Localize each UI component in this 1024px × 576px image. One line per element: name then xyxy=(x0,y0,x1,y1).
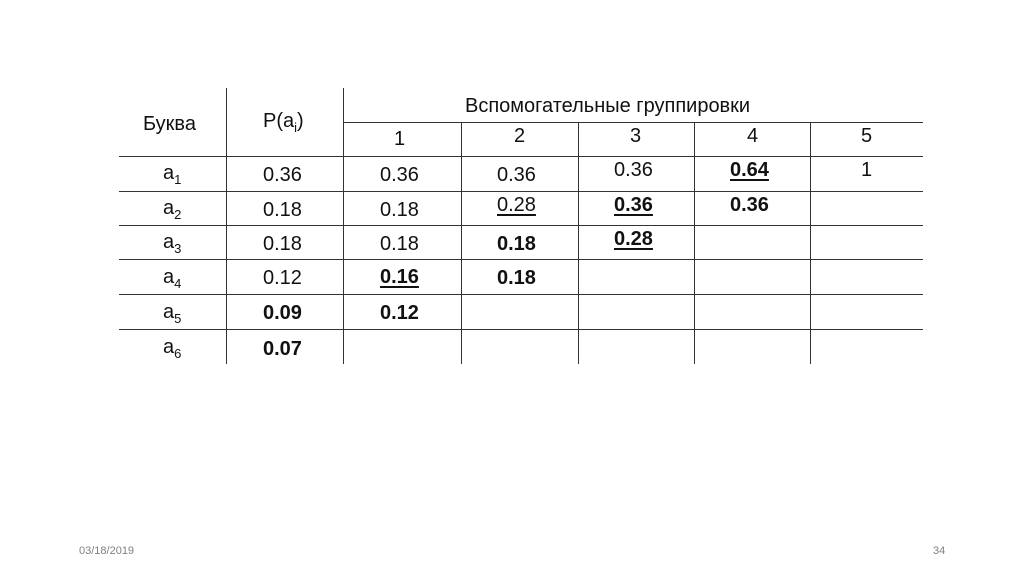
footer-date: 03/18/2019 xyxy=(79,545,135,557)
table-hline xyxy=(119,225,923,226)
g5-cell: 1 xyxy=(861,159,873,181)
g4-cell: 0.36 xyxy=(730,194,769,216)
header-prob-base: P(a xyxy=(263,110,295,132)
table-vline xyxy=(461,122,462,364)
table-vline xyxy=(226,88,227,364)
g2-cell: 0.36 xyxy=(497,164,536,186)
table-hline xyxy=(119,191,923,192)
header-groupings-title: Вспомогательные группировки xyxy=(465,95,751,117)
g1-cell: 0.12 xyxy=(380,302,419,324)
header-prob-sub: i xyxy=(294,120,298,135)
table-vline xyxy=(810,122,811,364)
table-hline xyxy=(119,156,923,157)
header-prob-close: ) xyxy=(297,110,304,132)
g1-cell: 0.18 xyxy=(380,233,419,255)
g1-cell: 0.18 xyxy=(380,199,419,221)
header-probability xyxy=(263,109,304,133)
p-cell: 0.18 xyxy=(263,233,302,255)
letter-a1: $a_1$ xyxy=(163,162,182,187)
group-number-5: 5 xyxy=(861,125,873,147)
table-hline xyxy=(343,122,923,123)
g2-cell: 0.28 xyxy=(497,194,536,216)
letter-a3: $a_3$ xyxy=(163,231,182,256)
g3-cell: 0.36 xyxy=(614,194,653,216)
footer-page-number: 34 xyxy=(933,545,946,557)
g1-cell: 0.36 xyxy=(380,164,419,186)
letter-a6: $a_6$ xyxy=(163,336,182,361)
g1-cell: 0.16 xyxy=(380,266,419,288)
table-hline xyxy=(119,259,923,260)
g3-cell: 0.36 xyxy=(614,159,653,181)
g2-cell: 0.18 xyxy=(497,233,536,255)
p-cell: 0.12 xyxy=(263,267,302,289)
table-hline xyxy=(119,329,923,330)
group-number-2: 2 xyxy=(514,125,526,147)
g2-cell: 0.18 xyxy=(497,267,536,289)
letter-a5: $a_5$ xyxy=(163,301,182,326)
group-number-4: 4 xyxy=(747,125,759,147)
p-cell: 0.09 xyxy=(263,302,302,324)
table-vline xyxy=(578,122,579,364)
table-vline xyxy=(343,88,344,364)
group-number-1: 1 xyxy=(394,128,406,150)
g3-cell: 0.28 xyxy=(614,228,653,250)
group-number-3: 3 xyxy=(630,125,642,147)
p-cell: 0.36 xyxy=(263,164,302,186)
header-letter: Буква xyxy=(143,113,196,135)
table-hline xyxy=(119,294,923,295)
letter-a2: $a_2$ xyxy=(163,197,182,222)
p-cell: 0.07 xyxy=(263,338,302,360)
p-cell: 0.18 xyxy=(263,199,302,221)
letter-a4: $a_4$ xyxy=(163,266,182,291)
table-vline xyxy=(694,122,695,364)
g4-cell: 0.64 xyxy=(730,159,769,181)
